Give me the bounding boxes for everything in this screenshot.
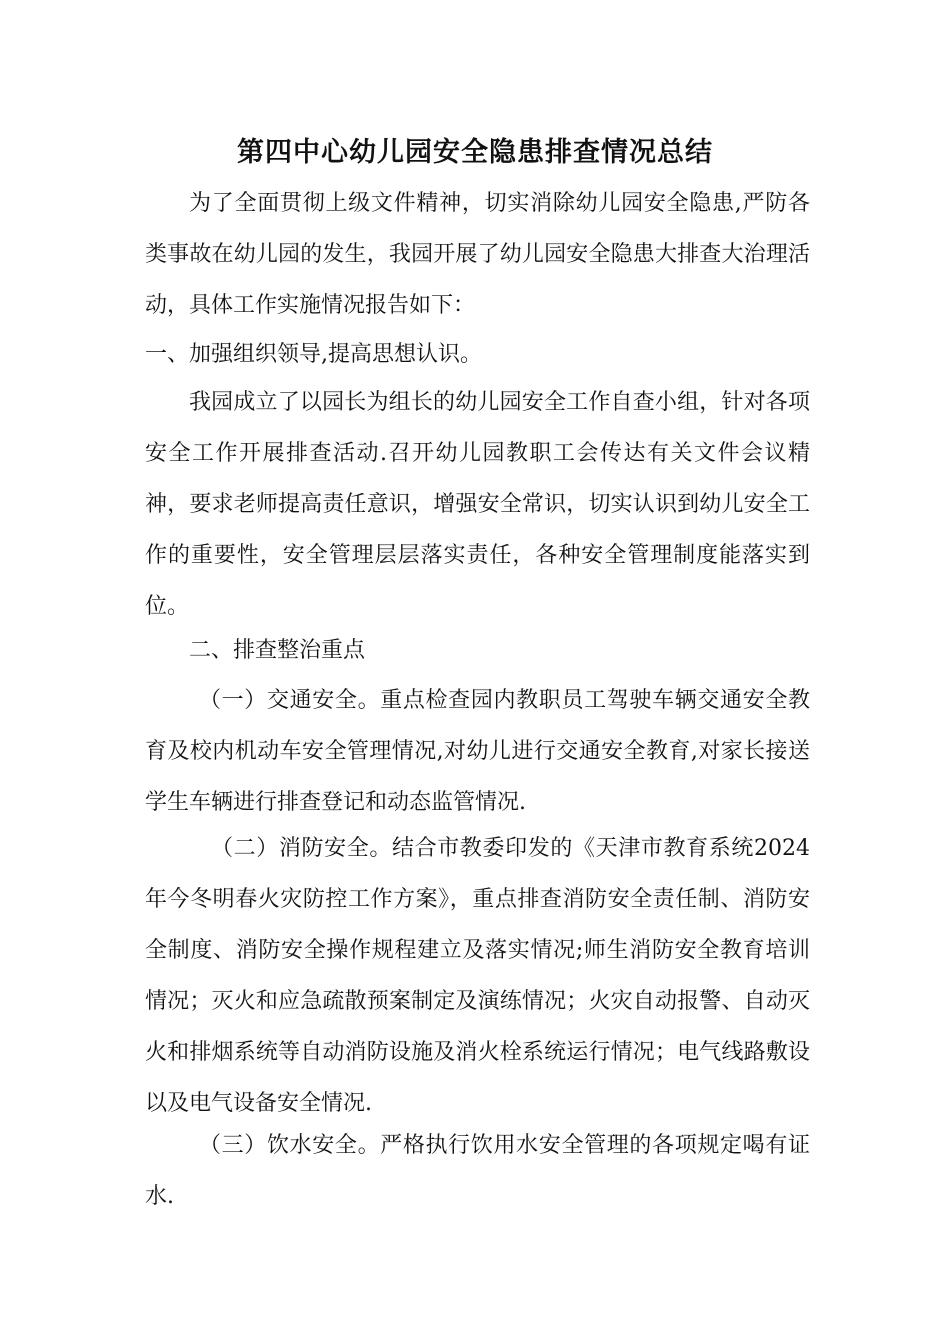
intro-paragraph: 为了全面贯彻上级文件精神，切实消除幼儿园安全隐患,严防各类事故在幼儿园的发生，我园开展了幼儿园安全隐患大排查大治理活动，具体工作实施情况报告如下：	[145, 191, 810, 318]
traffic-safety-paragraph: （一）交通安全。重点检查园内教职员工驾驶车辆交通安全教育及校内机动车安全管理情况,对幼儿进行交通安全教育,对家长接送学生车辆进行排查登记和动态监管情况.	[145, 688, 810, 815]
water-safety-paragraph: （三）饮水安全。严格执行饮用水安全管理的各项规定喝有证水.	[145, 1133, 810, 1209]
section-heading-2: 二、排查整治重点	[189, 638, 366, 663]
document-title: 第四中心幼儿园安全隐患排查情况总结	[237, 137, 713, 168]
fire-safety-paragraph: （二）消防安全。结合市教委印发的《天津市教育系统2024年今冬明春火灾防控工作方案》，重点排查消防安全责任制、消防安全制度、消防安全操作规程建立及落实情况;师生消防安全教育培训情况；灭火和应急疏散预案制定及演练情况；火灾自动报警、自动灭火和排烟系统等自动消防设施及消火栓系统运行情况；电气线路敷设以及电气设备安全情况.	[145, 836, 810, 1116]
section-1-paragraph: 我园成立了以园长为组长的幼儿园安全工作自查小组，针对各项安全工作开展排查活动.召开幼儿园教职工会传达有关文件会议精神，要求老师提高责任意识，增强安全常识，切实认识到幼儿安全工作的重要性，安全管理层层落实责任，各种安全管理制度能落实到位。	[145, 390, 810, 619]
section-heading-1: 一、加强组织领导,提高思想认识。	[145, 342, 482, 367]
